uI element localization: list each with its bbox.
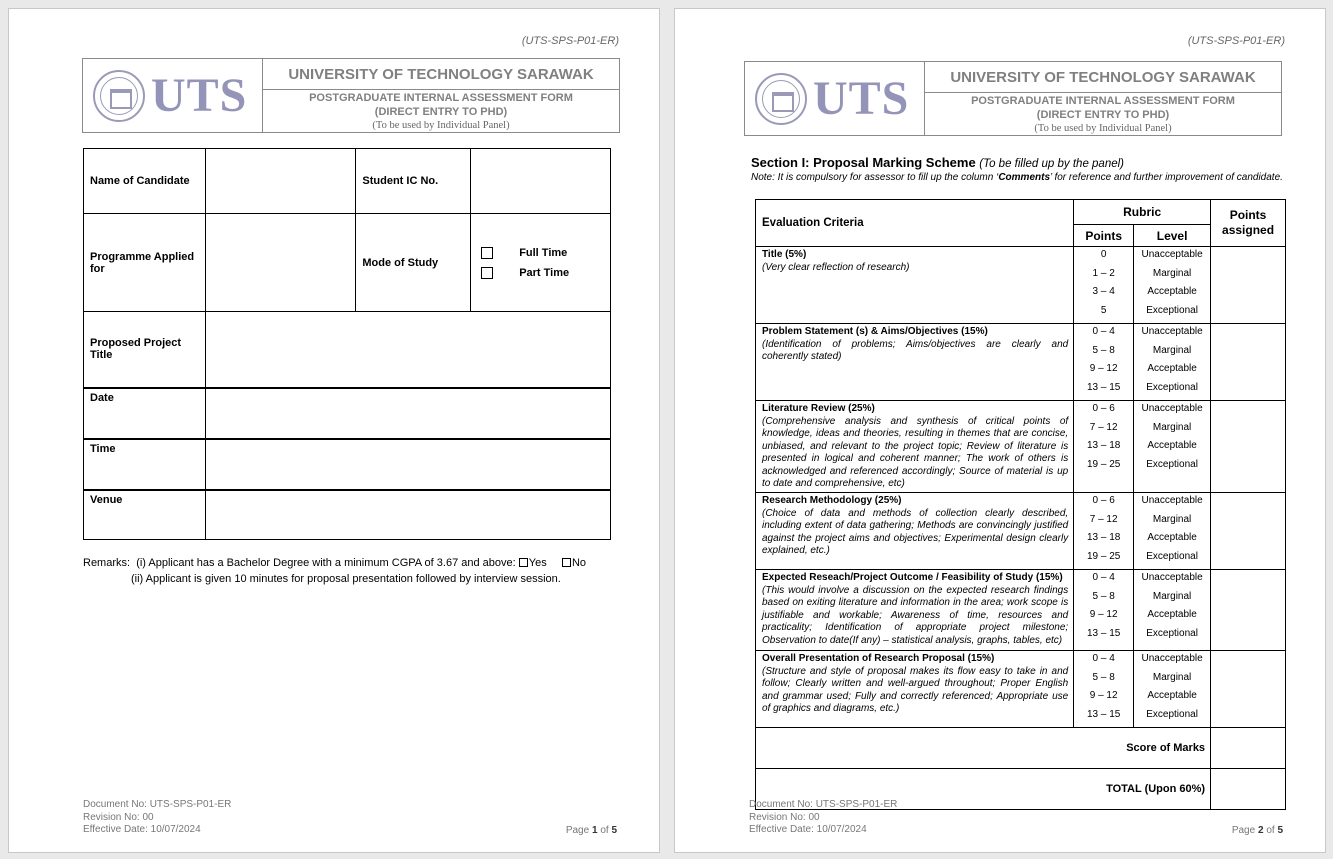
- name-label: Name of Candidate: [84, 149, 206, 214]
- page-number: Page 1 of 5: [565, 825, 617, 836]
- points-range: 7 – 12: [1089, 513, 1118, 525]
- document-code: (UTS-SPS-P01-ER): [521, 35, 619, 47]
- yes-label: Yes: [528, 557, 547, 569]
- date-label: Date: [84, 388, 206, 439]
- level-label: Exceptional: [1146, 381, 1198, 393]
- venue-field[interactable]: [205, 490, 610, 540]
- name-field[interactable]: [205, 149, 356, 214]
- page-2: [674, 8, 1326, 853]
- level-cell: [1134, 247, 1211, 324]
- section-instruction: (To be filled up by the panel): [979, 158, 1124, 170]
- criteria-description: (This would involve a discussion on the expected research findings based on exiting literature and information in the area; work scope is justifiable and workable; Awareness of time, resources and practicality; Identification of appropriate project milestone; Observation to date(If any) – statistical analysis, graphs, tables, etc): [762, 584, 1069, 646]
- criteria-cell: [756, 247, 1074, 324]
- criteria-row: [756, 651, 1286, 728]
- page-number: Page 2 of 5: [1231, 825, 1283, 836]
- level-label: Acceptable: [1147, 363, 1197, 374]
- form-title: POSTGRADUATE INTERNAL ASSESSMENT FORM: [309, 92, 573, 104]
- part-time-label: Part Time: [519, 266, 570, 279]
- form-subtitle: (DIRECT ENTRY TO PHD): [374, 106, 508, 118]
- points-range: 0 – 4: [1092, 572, 1115, 583]
- total-label: TOTAL (Upon 60%): [756, 769, 1211, 810]
- points-assigned-field[interactable]: [1211, 651, 1286, 728]
- form-title: POSTGRADUATE INTERNAL ASSESSMENT FORM: [971, 95, 1235, 107]
- title-field[interactable]: [205, 312, 610, 388]
- level-cell: [1134, 570, 1211, 651]
- level-label: Marginal: [1152, 344, 1192, 356]
- remarks-item-2: (ii) Applicant is given 10 minutes for proposal presentation followed by interview session.: [131, 573, 561, 585]
- points-range: 5: [1100, 304, 1107, 316]
- usage-note: (To be used by Individual Panel): [372, 120, 510, 131]
- level-label: Exceptional: [1146, 627, 1198, 639]
- criteria-name: Expected Reseach/Project Outcome / Feasibility of Study (15%): [762, 572, 1063, 583]
- university-name: UNIVERSITY OF TECHNOLOGY SARAWAK: [925, 62, 1281, 93]
- level-cell: [1134, 401, 1211, 493]
- points-assigned-header: Points assigned: [1211, 200, 1286, 247]
- remarks: [83, 555, 586, 587]
- candidate-info-table: [83, 148, 611, 540]
- points-range: 5 – 8: [1092, 344, 1115, 356]
- document-footer: [83, 799, 231, 837]
- level-cell: [1134, 651, 1211, 728]
- points-range: 13 – 18: [1086, 532, 1121, 543]
- criteria-description: (Choice of data and methods of collection clearly described, including extent of data gathering; Methods are convincingly justified against the project aims and objectives; Experimental design clearly explained, etc.): [762, 507, 1069, 556]
- form-subtitle: (DIRECT ENTRY TO PHD): [1036, 109, 1170, 121]
- remarks-item-1: (i) Applicant has a Bachelor Degree with a minimum CGPA of 3.67 and above:: [136, 557, 516, 569]
- logo-text: UTS: [151, 69, 248, 122]
- points-range: 5 – 8: [1092, 590, 1115, 602]
- time-field[interactable]: [205, 439, 610, 490]
- points-range: 9 – 12: [1089, 609, 1118, 620]
- remarks-prefix: Remarks:: [83, 557, 131, 569]
- document-footer: [749, 799, 897, 837]
- level-label: Unacceptable: [1141, 326, 1203, 337]
- points-range: 7 – 12: [1089, 421, 1118, 433]
- criteria-header: Evaluation Criteria: [756, 200, 1074, 247]
- points-range-cell: [1074, 570, 1134, 651]
- revision-number: Revision No: 00: [83, 811, 154, 823]
- criteria-row: [756, 570, 1286, 651]
- points-assigned-field[interactable]: [1211, 247, 1286, 324]
- criteria-row: [756, 324, 1286, 401]
- criteria-row: [756, 493, 1286, 570]
- points-assigned-field[interactable]: [1211, 570, 1286, 651]
- level-cell: [1134, 324, 1211, 401]
- level-label: Unacceptable: [1141, 653, 1203, 664]
- criteria-name: Research Methodology (25%): [762, 495, 902, 506]
- document-number: Document No: UTS-SPS-P01-ER: [749, 799, 898, 810]
- level-cell: [1134, 493, 1211, 570]
- criteria-cell: [756, 401, 1074, 493]
- level-label: Acceptable: [1147, 532, 1197, 543]
- points-range-cell: [1074, 324, 1134, 401]
- points-assigned-field[interactable]: [1211, 324, 1286, 401]
- effective-date: Effective Date: 10/07/2024: [749, 824, 867, 835]
- level-label: Exceptional: [1146, 304, 1198, 316]
- level-label: Acceptable: [1147, 286, 1197, 297]
- university-logo: [83, 59, 263, 132]
- points-range: 9 – 12: [1089, 363, 1118, 374]
- programme-field[interactable]: [205, 214, 356, 312]
- criteria-name: Literature Review (25%): [762, 403, 875, 414]
- points-range-cell: [1074, 651, 1134, 728]
- criteria-description: (Identification of problems; Aims/objectives are clearly and coherently stated): [762, 338, 1069, 362]
- points-range: 13 – 15: [1086, 627, 1121, 639]
- points-range: 9 – 12: [1089, 690, 1118, 701]
- points-range: 13 – 15: [1086, 708, 1121, 720]
- level-label: Marginal: [1152, 590, 1192, 602]
- form-header: [744, 61, 1282, 136]
- no-label: No: [571, 557, 587, 569]
- part-time-checkbox[interactable]: [481, 267, 493, 279]
- mode-options: [471, 214, 611, 312]
- level-label: Marginal: [1152, 671, 1192, 683]
- level-label: Unacceptable: [1141, 249, 1203, 260]
- points-range: 0 – 6: [1092, 403, 1115, 414]
- level-label: Unacceptable: [1141, 495, 1203, 506]
- level-label: Unacceptable: [1141, 572, 1203, 583]
- criteria-cell: [756, 324, 1074, 401]
- points-range-cell: [1074, 247, 1134, 324]
- criteria-cell: [756, 493, 1074, 570]
- logo-text: UTS: [813, 72, 910, 125]
- university-seal-icon: [93, 70, 145, 122]
- mode-label: Mode of Study: [356, 214, 471, 312]
- points-range: 0 – 4: [1092, 653, 1115, 664]
- level-label: Acceptable: [1147, 440, 1197, 451]
- total-field[interactable]: [1211, 769, 1286, 810]
- university-seal-icon: [755, 73, 807, 125]
- points-range: 3 – 4: [1092, 286, 1115, 297]
- criteria-name: Overall Presentation of Research Proposal (15%): [762, 653, 995, 664]
- level-label: Marginal: [1152, 513, 1192, 525]
- points-range: 5 – 8: [1092, 671, 1115, 683]
- points-range: 0 – 4: [1092, 326, 1115, 337]
- ic-field[interactable]: [471, 149, 611, 214]
- yes-checkbox[interactable]: [519, 558, 528, 567]
- date-field[interactable]: [205, 388, 610, 439]
- criteria-row: [756, 247, 1286, 324]
- page-1: [8, 8, 660, 853]
- document-code: (UTS-SPS-P01-ER): [1187, 35, 1285, 47]
- section-title: [751, 155, 1124, 170]
- venue-label: Venue: [84, 490, 206, 540]
- usage-note: (To be used by Individual Panel): [1034, 123, 1172, 134]
- section-heading: Section I: Proposal Marking Scheme: [751, 155, 976, 170]
- level-label: Marginal: [1152, 421, 1192, 433]
- criteria-name: Title (5%): [762, 249, 807, 260]
- points-assigned-field[interactable]: [1211, 493, 1286, 570]
- level-label: Exceptional: [1146, 458, 1198, 470]
- full-time-checkbox[interactable]: [481, 247, 493, 259]
- level-header: Level: [1134, 225, 1211, 247]
- full-time-label: Full Time: [519, 246, 568, 259]
- level-label: Acceptable: [1147, 690, 1197, 701]
- university-name: UNIVERSITY OF TECHNOLOGY SARAWAK: [263, 59, 619, 90]
- programme-label: Programme Applied for: [84, 214, 206, 312]
- effective-date: Effective Date: 10/07/2024: [83, 824, 201, 835]
- criteria-description: (Structure and style of proposal makes its flow easy to take in and follow; Clearly written and well-argued throughout; Proper English and grammar used; Fully and correctly referenced; Appropriate use of graphics and diagrams, etc.): [762, 665, 1069, 714]
- points-range: 13 – 15: [1086, 381, 1121, 393]
- score-label: Score of Marks: [756, 728, 1211, 769]
- section-note: Note: It is compulsory for assessor to fill up the column ‘Comments’ for reference and further improvement of candidate.: [751, 172, 1283, 183]
- score-field[interactable]: [1211, 728, 1286, 769]
- university-logo: [745, 62, 925, 135]
- marking-scheme-table: [755, 199, 1286, 810]
- form-header: [82, 58, 620, 133]
- points-assigned-field[interactable]: [1211, 401, 1286, 493]
- criteria-row: [756, 401, 1286, 493]
- criteria-description: (Very clear reflection of research): [762, 261, 910, 273]
- revision-number: Revision No: 00: [749, 811, 820, 823]
- points-header: Points: [1074, 225, 1134, 247]
- rubric-header: Rubric: [1074, 200, 1211, 225]
- level-label: Marginal: [1152, 267, 1192, 279]
- level-label: Acceptable: [1147, 609, 1197, 620]
- document-number: Document No: UTS-SPS-P01-ER: [83, 799, 232, 810]
- time-label: Time: [84, 439, 206, 490]
- criteria-name: Problem Statement (s) & Aims/Objectives (15%): [762, 326, 988, 337]
- level-label: Exceptional: [1146, 708, 1198, 720]
- criteria-cell: [756, 570, 1074, 651]
- points-range: 1 – 2: [1092, 267, 1115, 279]
- level-label: Exceptional: [1146, 550, 1198, 562]
- points-range-cell: [1074, 401, 1134, 493]
- points-range: 19 – 25: [1086, 458, 1121, 470]
- points-range-cell: [1074, 493, 1134, 570]
- title-label: Proposed Project Title: [84, 312, 206, 388]
- points-range: 0: [1100, 249, 1107, 260]
- criteria-cell: [756, 651, 1074, 728]
- no-checkbox[interactable]: [562, 558, 571, 567]
- criteria-description: (Comprehensive analysis and synthesis of critical points of knowledge, ideas and theories, resulting in themes that are concise, unbiased, and relevant to the project topic; Review of literature is presented in logical and coherent manner; The work of others is acknowledged and referenced accordingly; Source of material is up to date and comprehensive, etc): [762, 415, 1069, 489]
- points-range: 13 – 18: [1086, 440, 1121, 451]
- level-label: Unacceptable: [1141, 403, 1203, 414]
- points-range: 0 – 6: [1092, 495, 1115, 506]
- ic-label: Student IC No.: [356, 149, 471, 214]
- points-range: 19 – 25: [1086, 550, 1121, 562]
